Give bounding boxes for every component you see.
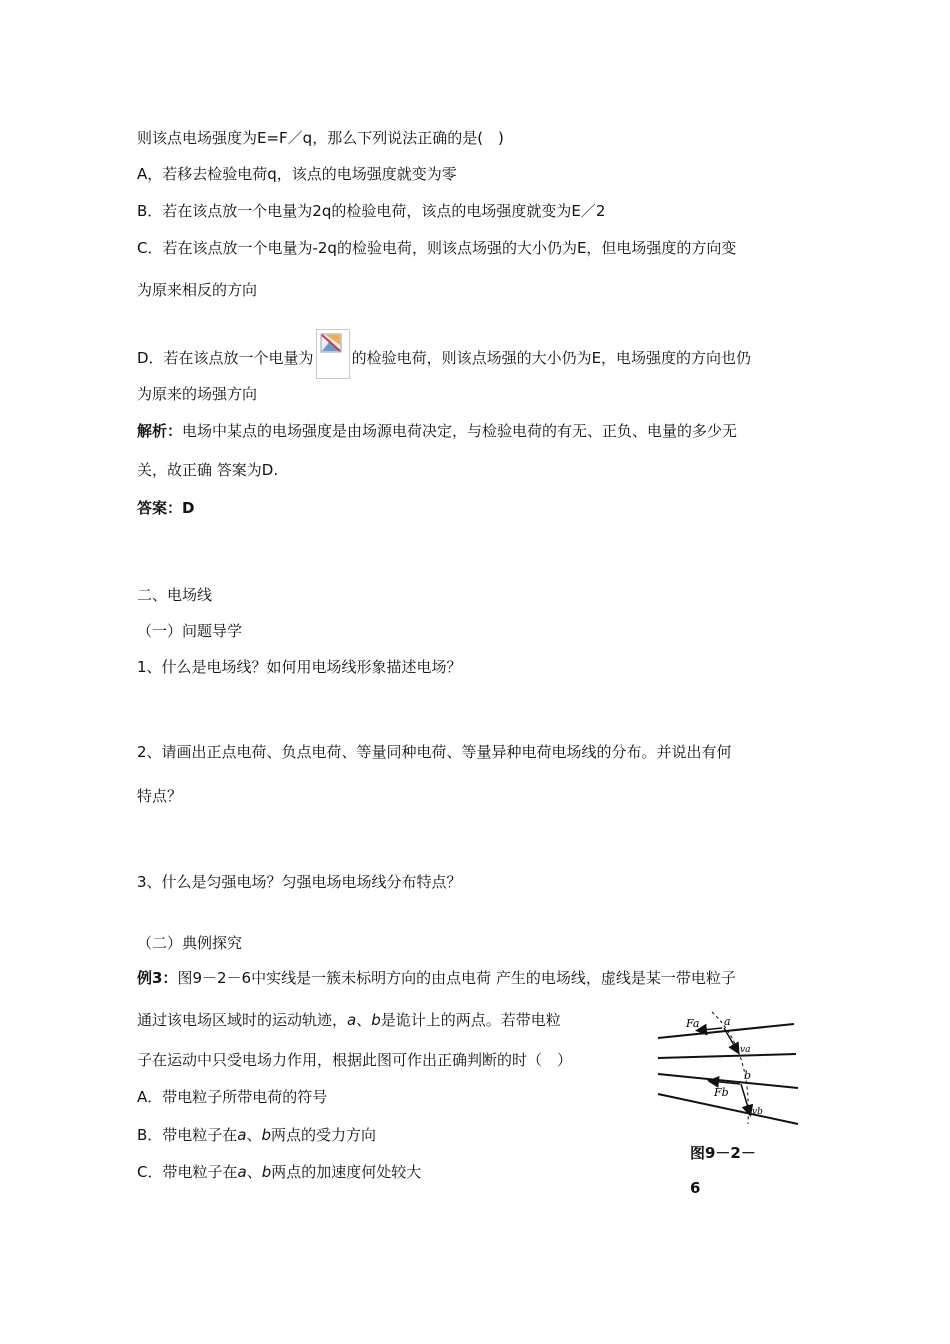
answer-line [137,498,194,518]
example3-line3: 子在运动中只受电场力作用，根据此图可作出正确判断的时（ ） [137,1051,573,1069]
option-b-point-a: a [237,1126,247,1144]
option-c-line2: 为原来相反的方向 [137,281,258,299]
label-a: a [724,1015,731,1028]
option-b-point-b: b [261,1126,272,1144]
example3-line1 [137,968,736,988]
example3-option-a: A．带电粒子所带电荷的符号 [137,1088,328,1106]
question-2-line2: 特点？ [137,787,183,805]
example3-text1: 图9－2－6中实线是一簇未标明方向的由点电荷 产生的电场线，虚线是某一带电粒子 [177,969,736,987]
option-a: A，若移去检验电荷q，该点的电场强度就变为零 [137,165,457,183]
label-b: b [744,1069,752,1082]
question-3: 3、什么是匀强电场？匀强电场电场线分布特点？ [137,873,462,891]
option-c-point-b: b [261,1163,272,1181]
option-d-line1 [137,329,751,379]
label-fb: Fb [714,1086,729,1099]
example3-text2-post: 是诡计上的两点。若带电粒 [380,1011,561,1029]
label-fa: Fa [686,1017,700,1030]
point-b-label: b [371,1011,381,1029]
answer-value: D [182,499,195,517]
point-a-label: a [347,1011,357,1029]
analysis-line1 [137,421,737,441]
figure-caption-line2: 6 [690,1179,701,1197]
option-d-line2: 为原来的场强方向 [137,385,258,403]
broken-image-icon [316,329,350,379]
force-arrow-a [698,1028,722,1031]
analysis-text1: 电场中某点的电场强度是由场源电荷决定，与检验电荷的有无、正负、电量的多少无 [182,422,738,440]
option-c-line1: C．若在该点放一个电量为-2q的检验电荷，则该点场强的大小仍为E，但电场强度的方向变 [137,239,737,257]
option-d-suffix: 的检验电荷，则该点场强的大小仍为E，电场强度的方向也仍 [351,349,752,367]
option-c-point-a: a [237,1163,247,1181]
section-title: 二、电场线 [137,586,213,604]
answer-label: 答案： [137,499,183,517]
analysis-label: 解析： [137,422,183,440]
intro-line: 则该点电场强度为E=F／q，那么下列说法正确的是( ) [137,129,504,147]
label-vb: vb [752,1107,763,1117]
subsection-guide: （一）问题导学 [137,622,243,640]
option-d-prefix: D．若在该点放一个电量为 [137,349,314,367]
field-line-2 [658,1054,796,1058]
option-b-post: 两点的受力方向 [271,1126,377,1144]
analysis-line2: 关，故正确 答案为D. [137,461,279,479]
option-c-post: 两点的加速度何处较大 [271,1163,422,1181]
label-va: va [740,1045,751,1055]
option-c-sep: 、 [246,1163,262,1181]
option-c-pre: C．带电粒子在 [137,1163,238,1181]
example3-option-c [137,1162,421,1182]
example3-label: 例3： [137,969,178,987]
example3-option-b [137,1125,376,1145]
option-b: B．若在该点放一个电量为2q的检验电荷，该点的电场强度就变为E／2 [137,202,606,220]
example3-text2-pre: 通过该电场区域时的运动轨迹， [137,1011,348,1029]
example3-line2 [137,1010,561,1030]
question-2-line1: 2、请画出正点电荷、负点电荷、等量同种电荷、等量异种电荷电场线的分布。并说出有何 [137,743,732,761]
subsection-examples: （二）典例探究 [137,934,243,952]
electric-field-figure [652,1010,802,1128]
velocity-arrow-a [724,1028,738,1052]
figure-caption-line1: 图9－2－ [690,1144,756,1162]
question-1: 1、什么是电场线？如何用电场线形象描述电场？ [137,658,462,676]
separator: 、 [356,1011,372,1029]
option-b-pre: B．带电粒子在 [137,1126,238,1144]
velocity-arrow-b [741,1084,750,1114]
option-b-sep: 、 [246,1126,262,1144]
